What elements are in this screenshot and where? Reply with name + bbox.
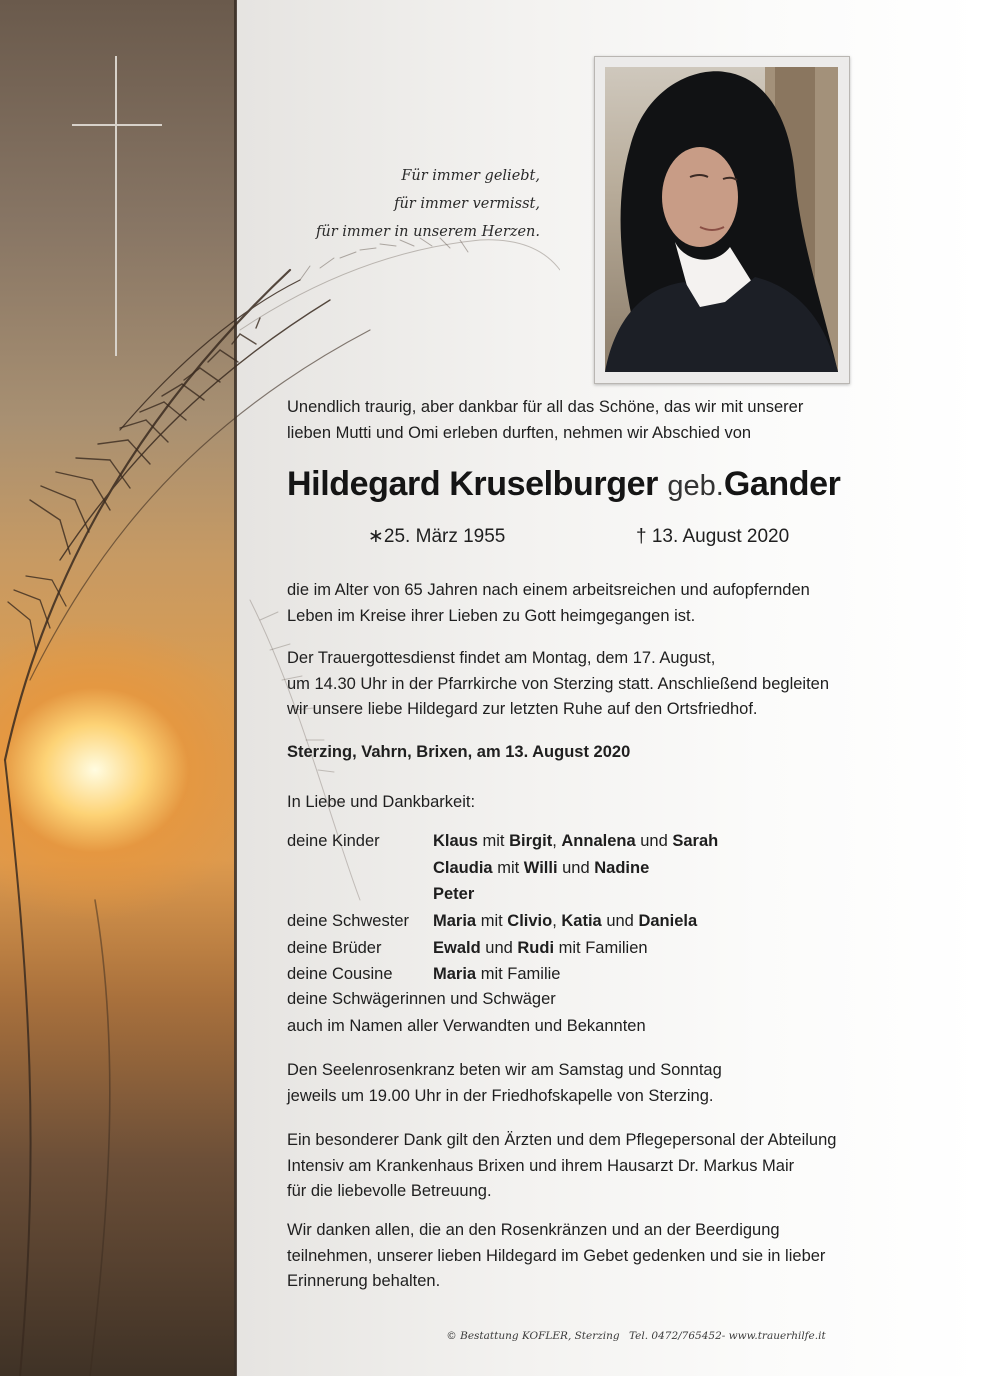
geb-label: geb. [667,470,724,502]
deceased-name [287,462,841,508]
portrait-frame [594,56,850,384]
text-line: Intensiv am Krankenhaus Brixen und ihrem Hausarzt Dr. Markus Mair [287,1156,795,1175]
text-line: Ein besonderer Dank gilt den Ärzten und dem Pflegepersonal der Abteilung [287,1131,837,1149]
closing-paragraph [287,1218,947,1295]
rosary-paragraph [287,1058,947,1109]
text-line: für die liebevolle Betreuung. [287,1182,492,1200]
quote-line: für immer vermisst, [394,196,540,212]
relative-names: Klaus mit Birgit, Annalena und Sarah [433,832,719,850]
thanks-paragraph [287,1128,947,1205]
relative-names: Claudia mit Willi und Nadine [433,858,650,877]
portrait-photo [605,67,838,372]
cross-icon [72,56,162,356]
relation-label: deine Brüder [287,938,382,957]
footer-contact: Tel. 0472/765452- www.trauerhilfe.it [628,1330,826,1342]
quote-line: für immer in unserem Herzen. [316,224,540,240]
mourners-extra [287,986,947,1039]
relative-names: Peter [433,885,475,904]
service-paragraph [287,646,947,723]
text-line: teilnehmen, unserer lieben Hildegard im Gebet gedenken und sie in lieber [287,1246,826,1265]
memorial-quote [300,162,540,246]
text-line: um 14.30 Uhr in der Pfarrkirche von Sterzing statt. Anschließend begleiten [287,674,830,693]
relation-label: deine Kinder [287,832,380,850]
footer-company: © Bestattung KOFLER, Sterzing [446,1330,620,1342]
text-line: Den Seelenrosenkranz beten wir am Samstag und Sonntag [287,1061,722,1079]
relative-names: Maria mit Clivio, Katia und Daniela [433,912,698,931]
text-line: Leben im Kreise ihrer Lieben zu Gott heimgegangen ist. [287,606,696,625]
quote-line: Für immer geliebt, [401,168,540,184]
gratitude-line: In Liebe und Dankbarkeit: [287,793,476,811]
text-line: lieben Mutti und Omi erleben durften, nehmen wir Abschied von [287,423,752,442]
text-line: Wir danken allen, die an den Rosenkränzen und an der Beerdigung [287,1221,780,1239]
funeral-home-footer [0,1330,982,1342]
death-date: † 13. August 2020 [636,526,790,547]
text-line: die im Alter von 65 Jahren nach einem arbeitsreichen und aufopfernden [287,581,810,599]
text-line: auch im Namen aller Verwandten und Bekannten [287,1016,646,1035]
relative-names: Maria mit Familie [433,965,561,984]
intro-paragraph [287,395,947,446]
text-line: Unendlich traurig, aber dankbar für all das Schöne, das wir mit unserer [287,398,804,416]
life-paragraph [287,578,947,629]
maiden-name: Gander [723,465,841,503]
text-line: Der Trauergottesdienst findet am Montag, dem 17. August, [287,649,716,667]
place-date: Sterzing, Vahrn, Brixen, am 13. August 2020 [287,743,631,761]
relation-label: deine Cousine [287,965,393,984]
text-line: wir unsere liebe Hildegard zur letzten Ruhe auf den Ortsfriedhof. [287,700,758,718]
text-line: jeweils um 19.00 Uhr in der Friedhofskapelle von Sterzing. [287,1086,714,1105]
text-line: deine Schwägerinnen und Schwäger [287,990,556,1008]
birth-date: ∗25. März 1955 [368,526,506,547]
full-name: Hildegard Kruselburger [287,465,658,503]
relation-label: deine Schwester [287,912,409,931]
relative-names: Ewald und Rudi mit Familien [433,938,648,957]
text-line: Erinnerung behalten. [287,1272,441,1290]
